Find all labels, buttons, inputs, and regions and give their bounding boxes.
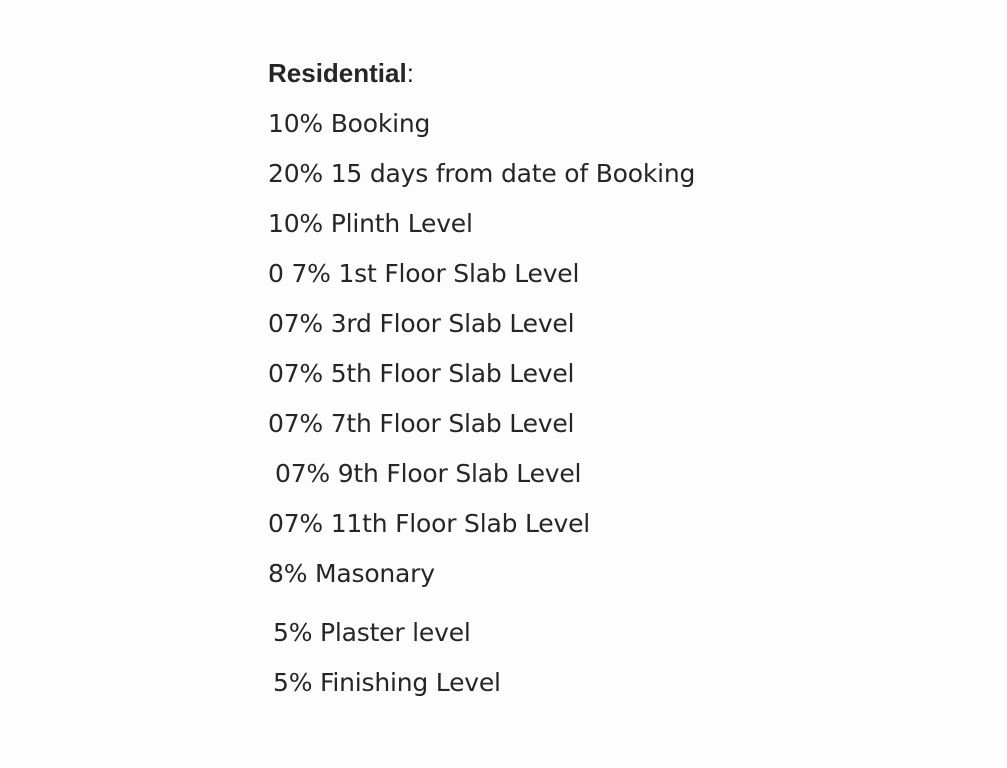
heading-colon: : <box>406 58 414 88</box>
heading-text: Residential <box>268 58 407 88</box>
payment-line: 07% 3rd Floor Slab Level <box>268 309 575 338</box>
section-heading <box>268 56 414 90</box>
payment-line: 07% 5th Floor Slab Level <box>268 359 575 388</box>
payment-line: 5% Plaster level <box>273 618 471 647</box>
payment-line: 20% 15 days from date of Booking <box>268 159 696 188</box>
payment-line: 10% Plinth Level <box>268 209 473 238</box>
payment-line: 07% 7th Floor Slab Level <box>268 409 575 438</box>
payment-line: 5% Finishing Level <box>273 668 501 697</box>
payment-line: 10% Booking <box>268 109 431 138</box>
payment-line: 07% 9th Floor Slab Level <box>275 459 582 488</box>
payment-line: 8% Masonary <box>268 559 435 588</box>
payment-line: 07% 11th Floor Slab Level <box>268 509 591 538</box>
payment-line: 0 7% 1st Floor Slab Level <box>268 259 580 288</box>
